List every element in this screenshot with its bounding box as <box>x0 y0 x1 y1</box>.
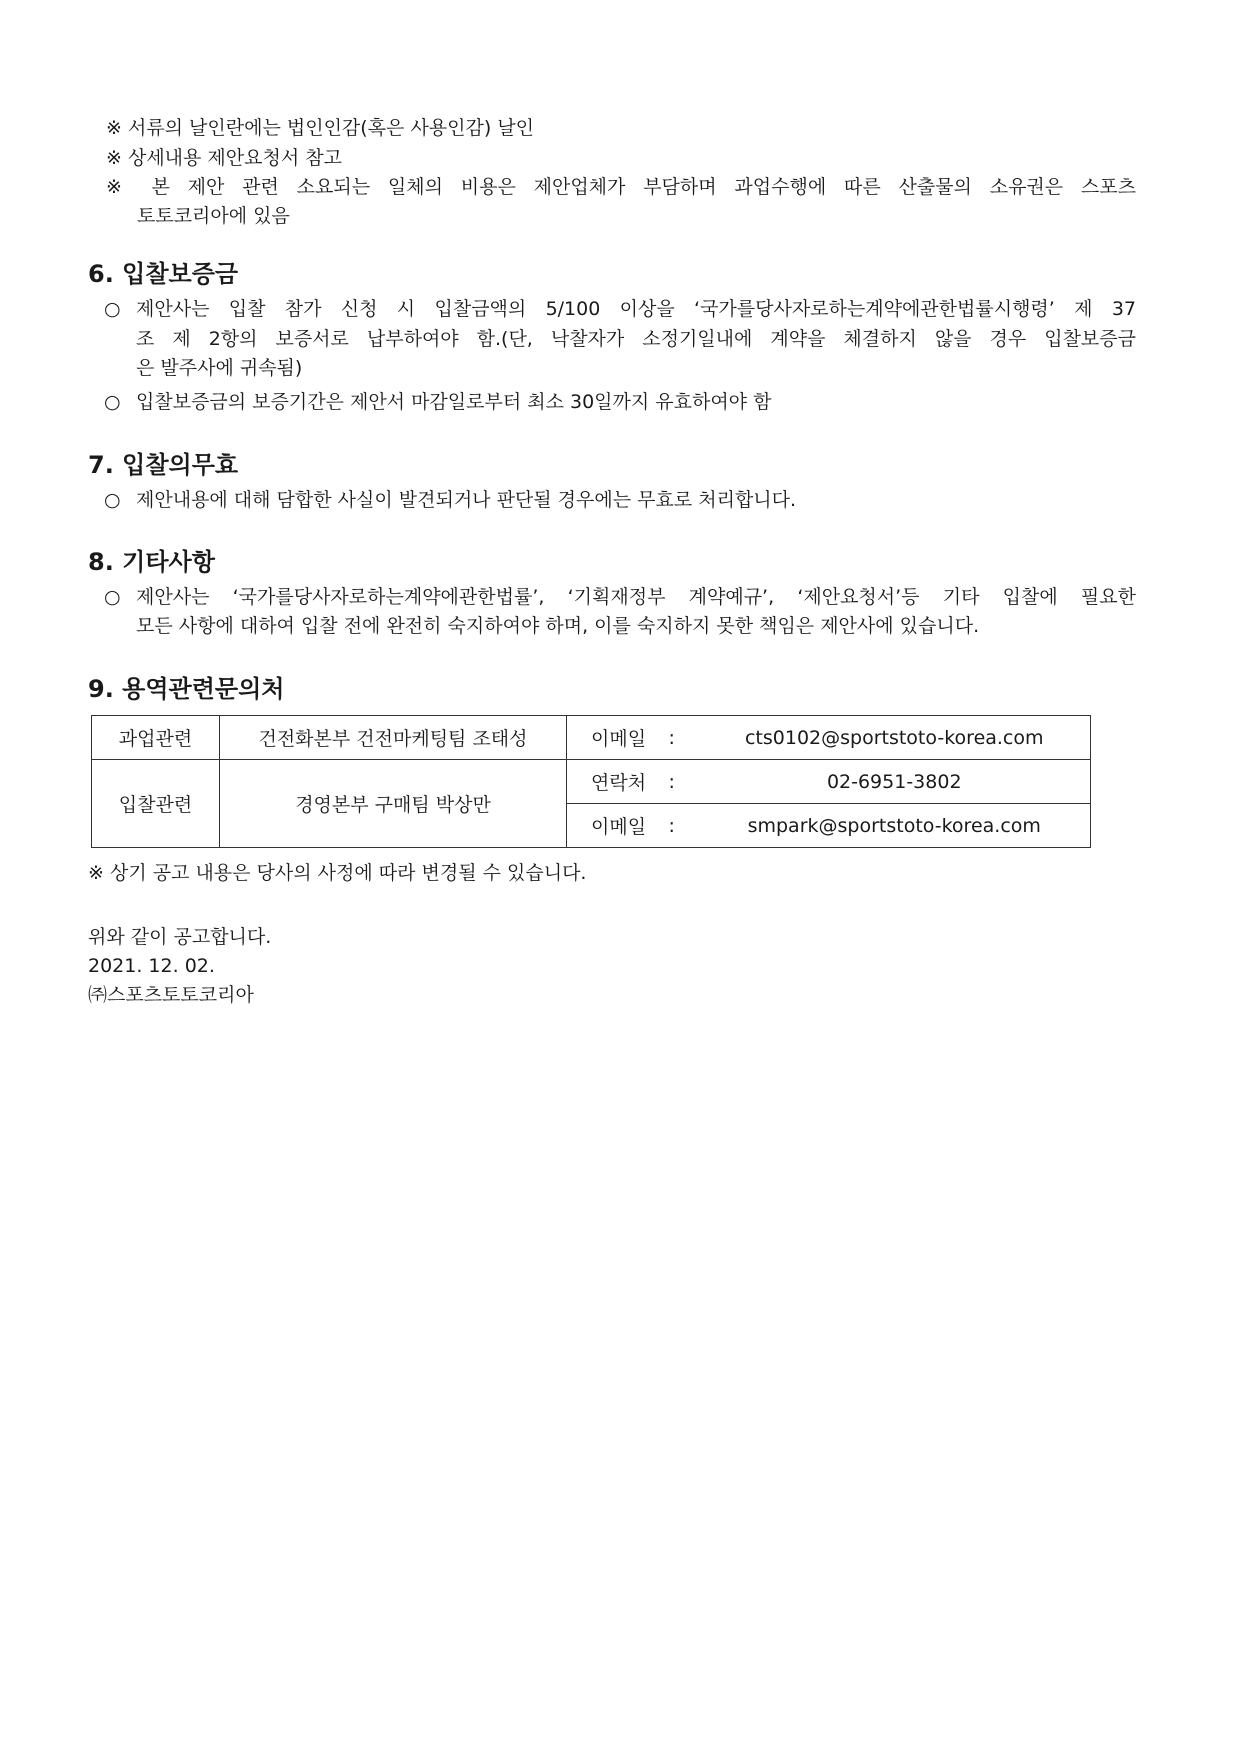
contact-phone-bid[interactable]: 02-6951-3802 <box>699 760 1091 804</box>
note-seal: ※ 서류의 날인란에는 법인인감(혹은 사용인감) 날인 <box>106 117 535 139</box>
contact-email-task[interactable]: cts0102@sportstoto-korea.com <box>699 716 1091 760</box>
table-row <box>92 760 1091 804</box>
section-7-item-1: 제안내용에 대해 담합한 사실이 발견되거나 판단될 경우에는 무효로 처리합니다. <box>136 489 797 511</box>
section-6-heading: 6. 입찰보증금 <box>88 260 239 288</box>
contact-label-phone: 연락처 <box>567 760 669 804</box>
table-row <box>92 716 1091 760</box>
contact-separator: : <box>669 804 699 848</box>
note-costs-cont: 토토코리아에 있음 <box>137 205 290 227</box>
contact-category-bid: 입찰관련 <box>92 760 220 848</box>
bullet-circle: ○ <box>104 586 121 608</box>
company-name: ㈜스포츠토토코리아 <box>88 984 254 1006</box>
contact-table <box>91 715 1091 848</box>
contact-label-email: 이메일 <box>567 716 669 760</box>
section-8-item-1-line-1: 제안사는 ‘국가를당사자로하는계약에관한법률’, ‘기획재정부 계약예규’, ‘제안요청서’등 기타 입찰에 필요한 <box>136 586 1136 608</box>
contact-separator: : <box>669 716 699 760</box>
note-costs: ※ 본 제안 관련 소요되는 일체의 비용은 제안업체가 부담하며 과업수행에 따른 산출물의 소유권은 스포츠 <box>106 176 1136 198</box>
contact-label-email: 이메일 <box>567 804 669 848</box>
contact-email-bid[interactable]: smpark@sportstoto-korea.com <box>699 804 1091 848</box>
change-notice: ※ 상기 공고 내용은 당사의 사정에 따라 변경될 수 있습니다. <box>88 862 587 884</box>
contact-person-task: 건전화본부 건전마케팅팀 조태성 <box>220 716 567 760</box>
bullet-circle: ○ <box>104 298 121 320</box>
announcement-date: 2021. 12. 02. <box>88 955 215 977</box>
section-8-item-1-line-2: 모든 사항에 대하여 입찰 전에 완전히 숙지하여야 하며, 이를 숙지하지 못한 책임은 제안사에 있습니다. <box>136 615 980 637</box>
section-6-item-1-line-2: 조 제 2항의 보증서로 납부하여야 함.(단, 낙찰자가 소정기일내에 계약을 체결하지 않을 경우 입찰보증금 <box>136 328 1136 350</box>
note-details: ※ 상세내용 제안요청서 참고 <box>106 147 342 169</box>
section-6-item-2: 입찰보증금의 보증기간은 제안서 마감일로부터 최소 30일까지 유효하여야 함 <box>136 391 772 413</box>
section-6-item-1-line-1: 제안사는 입찰 참가 신청 시 입찰금액의 5/100 이상을 ‘국가를당사자로하는계약에관한법률시행령’ 제 37 <box>136 298 1136 320</box>
section-9-heading: 9. 용역관련문의처 <box>88 675 285 703</box>
section-7-heading: 7. 입찰의무효 <box>88 451 239 479</box>
section-6-item-1-line-3: 은 발주사에 귀속됨) <box>136 357 303 379</box>
section-8-heading: 8. 기타사항 <box>88 548 215 576</box>
contact-person-bid: 경영본부 구매팀 박상만 <box>220 760 567 848</box>
contact-category-task: 과업관련 <box>92 716 220 760</box>
contact-separator: : <box>669 760 699 804</box>
announcement-text: 위와 같이 공고합니다. <box>88 926 272 948</box>
bullet-circle: ○ <box>104 391 121 413</box>
bullet-circle: ○ <box>104 489 121 511</box>
